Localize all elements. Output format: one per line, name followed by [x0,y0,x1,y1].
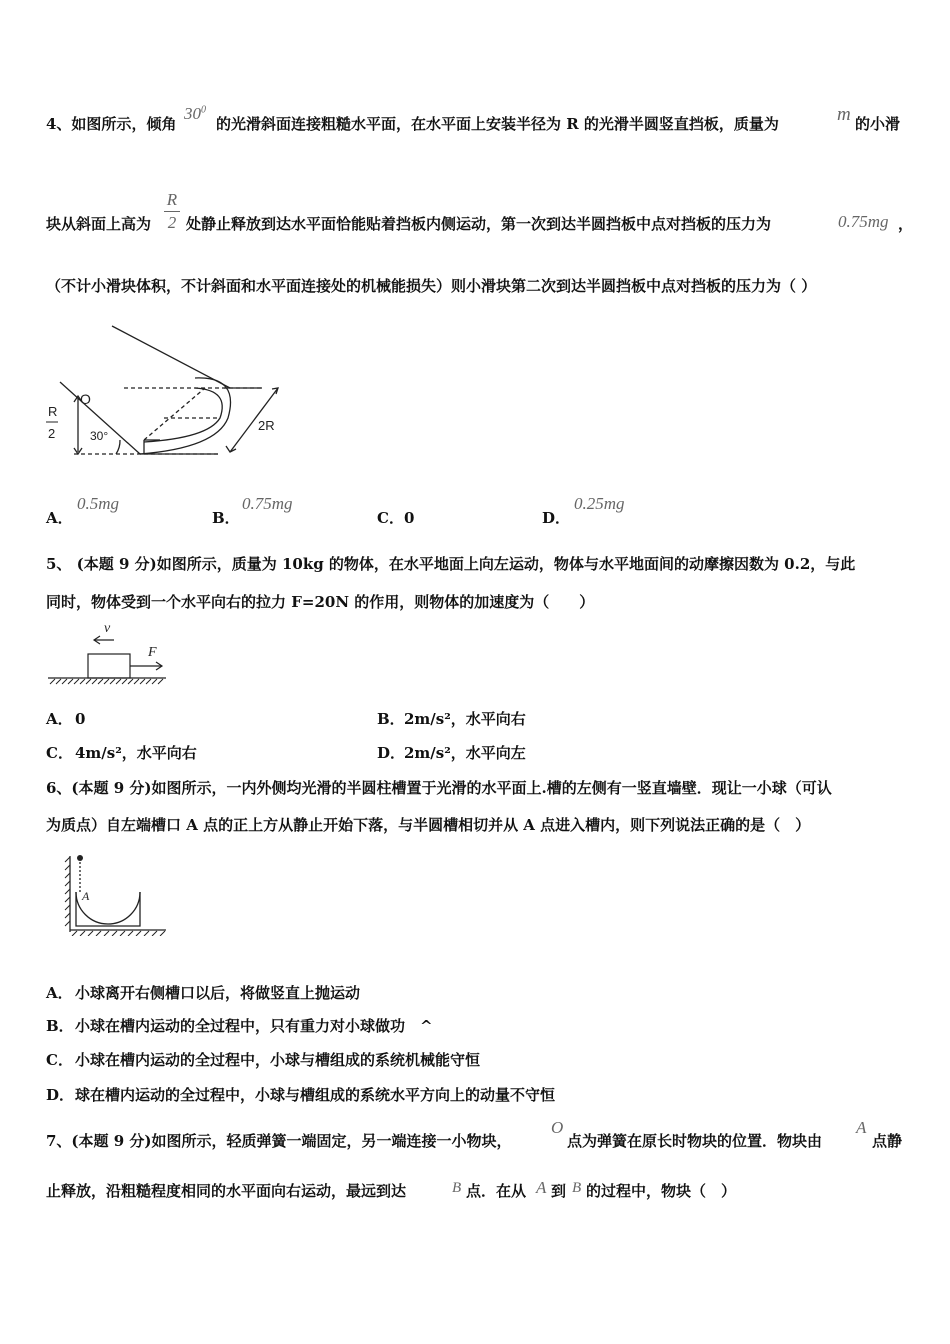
q6-option-d-text: 球在槽内运动的全过程中，小球与槽组成的系统水平方向上的动量不守恒 [75,1086,556,1104]
q7-line1-c: 点静 [872,1132,903,1150]
q5-fig-f: F [148,645,157,660]
q6-option-c-label: C． [46,1051,73,1069]
q5-option-c-text: 4m/s²，水平向右 [75,744,197,762]
q7-line2-c: 到 [551,1182,567,1200]
q4-fig-r-num: R [48,404,58,419]
q4-line1-a: 4、如图所示，倾角 [46,115,177,133]
q7-line2-a: 止释放，沿粗糙程度相同的水平面向右运动，最远到达 [46,1182,407,1200]
q5-option-d-text: 2m/s²，水平向左 [404,744,526,762]
q4-fig-r-den: 2 [48,426,56,441]
q7-point-o: O [551,1118,564,1137]
q5-option-b-text: 2m/s²，水平向右 [404,710,526,728]
q5-figure [46,618,170,686]
q6-option-b-label: B． [46,1017,74,1035]
q6-figure [64,850,170,936]
q6-fig-a: A [82,889,90,903]
q4-force: 0.75mg [838,212,889,231]
q4-frac-num: R [166,190,178,209]
q4-line1-b: 的光滑斜面连接粗糙水平面，在水平面上安装半径为 R 的光滑半圆竖直挡板，质量为 [216,115,779,133]
q4-option-a-value: 0.5mg [77,494,120,513]
q4-fraction [164,190,180,233]
q5-fig-v: v [104,621,111,636]
q7-point-b: B [452,1180,462,1196]
q5-option-b-label: B． [377,710,405,728]
q4-option-d-label: D． [542,509,571,527]
q6-option-a-text: 小球离开右侧槽口以后，将做竖直上抛运动 [75,984,361,1002]
q6-option-d-label: D． [46,1086,75,1104]
q6-line2: 为质点）自左端槽口 A 点的正上方从静止开始下落，与半圆槽相切并从 A 点进入槽内，则下列说法正确的是（ ） [46,816,811,834]
q4-angle: $30^0$ [184,104,206,123]
q7-line1-a: 7、(本题 9 分)如图所示，轻质弹簧一端固定，另一端连接一小物块， [46,1132,512,1150]
q6-option-b-text: 小球在槽内运动的全过程中，只有重力对小球做功 ^ [75,1017,433,1035]
q4-option-c-value: 0 [404,509,415,527]
q4-line1-c: 的小滑 [855,115,901,133]
q4-line2-c: ， [898,215,914,233]
q5-option-c-label: C． [46,744,73,762]
q6-option-a-label: A． [46,984,73,1002]
q4-fig-angle: 30° [90,429,109,443]
q7-line1-b: 点为弹簧在原长时物块的位置．物块由 [567,1132,823,1150]
q5-option-d-label: D． [377,744,406,762]
q4-line2-b: 处静止释放到达水平面恰能贴着挡板内侧运动，第一次到达半圆挡板中点对挡板的压力为 [186,215,772,233]
q5-line2: 同时，物体受到一个水平向右的拉力 F=20N 的作用，则物体的加速度为（ ） [46,593,595,611]
q7-point-a2: A [536,1178,547,1197]
q4-frac-den: 2 [167,213,177,232]
q7-point-a: A [856,1118,867,1137]
q5-option-a-label: A． [46,710,73,728]
q6-line1: 6、(本题 9 分)如图所示，一内外侧均光滑的半圆柱槽置于光滑的水平面上.槽的左侧有一竖直墙壁．现让一小球（可认 [46,779,832,797]
q4-figure [40,318,300,468]
q4-option-a-label: A． [46,509,73,527]
q7-line2-b: 点．在从 [466,1182,527,1200]
q4-option-c-label: C． [377,509,404,527]
q4-mass: m [837,104,851,125]
q4-fig-point: O [80,391,91,407]
q5-line1: 5、 (本题 9 分)如图所示，质量为 10kg 的物体，在水平地面上向左运动，物体与水平地面间的动摩擦因数为 0.2，与此 [46,555,856,573]
q4-fig-length: 2R [258,418,275,433]
q6-ball [77,855,83,861]
q4-line3: （不计小滑块体积，不计斜面和水平面连接处的机械能损失）则小滑块第二次到达半圆挡板中点对挡板的压力为（ ） [46,277,817,295]
q4-line2-a: 块从斜面上高为 [46,215,152,233]
q7-line2-d: 的过程中，物块（ ） [586,1182,737,1200]
q5-option-a-text: 0 [75,710,86,728]
q4-option-b-value: 0.75mg [242,494,293,513]
q6-option-c-text: 小球在槽内运动的全过程中，小球与槽组成的系统机械能守恒 [75,1051,481,1069]
q7-point-b2: B [572,1180,582,1196]
q4-option-d-value: 0.25mg [574,494,625,513]
q4-option-b-label: B． [212,509,240,527]
